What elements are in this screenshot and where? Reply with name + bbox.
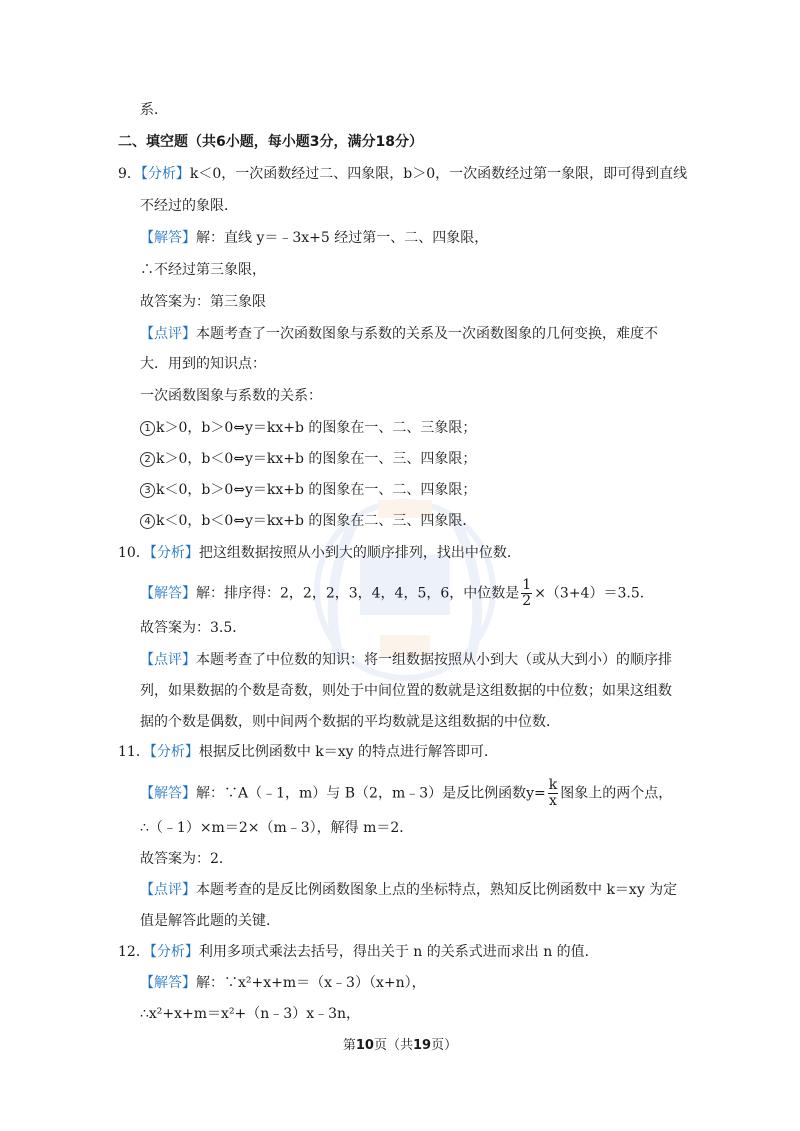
fraction: $\frac{k}{x}$ [548,777,558,809]
answer-tag: 【解答】 [140,975,196,991]
q11-answer-line3: 故答案为：2． [140,851,233,867]
analysis-tag: 【分析】 [149,744,199,760]
q9-item-4 [140,511,476,531]
q9-item-1 [140,418,476,438]
question-number: 11． [118,744,150,760]
answer-tag: 【解答】 [140,785,196,802]
item-text: k＜0，b＜0⇔y＝kx+b 的图象在二、三、四象限． [156,513,477,529]
question-number: 12． [118,944,150,960]
analysis-text: 利用多项式乘法去括号，得出关于 n 的关系式进而求出 n 的值． [198,944,599,960]
q12-answer [140,973,426,993]
analysis-text: 把这组数据按照从小到大的顺序排列，找出中位数． [198,545,521,561]
continuation-text: 系． [140,102,168,118]
q11-comment-line2: 值是解答此题的关键． [140,913,280,929]
analysis-tag: 【分析】 [140,166,190,182]
answer-tag: 【解答】 [140,585,196,602]
question-number: 9． [118,166,141,182]
circled-number: 1 [140,421,155,436]
section-header: 二、填空题（共6小题，每小题3分，满分18分） [118,134,423,150]
circled-number: 3 [140,483,155,498]
answer-text: 解：直线 y＝﹣3x+5 经过第一、二、四象限， [196,230,489,246]
footer-text: 第 [342,1038,356,1053]
q9-answer-line2: ∴不经过第三象限， [140,262,266,278]
circled-number: 2 [140,452,155,467]
footer-text: 页（共 [373,1038,413,1053]
q9-analysis [118,164,687,184]
footer-text: 页） [431,1038,458,1053]
item-text: k＜0，b＞0⇔y＝kx+b 的图象在一、二、四象限； [156,482,477,498]
answer-text-end: ×（3+4）＝3.5． [534,585,654,602]
fraction: $\frac{1}{2}$ [522,577,532,609]
q11-answer [140,778,672,809]
q10-comment [140,650,672,670]
q9-comment-line2: 大．用到的知识点： [140,356,266,372]
q11-answer-line2: ∴（﹣1）×m＝2×（m﹣3），解得 m＝2． [140,820,414,836]
answer-text: 解：∵x²+x+m＝（x﹣3）（x+n）， [196,975,426,991]
q10-answer [140,578,654,609]
analysis-text: 根据反比例函数中 k＝xy 的特点进行解答即可． [198,744,499,760]
q9-item-2 [140,449,476,469]
answer-text: 解：∵A（﹣1，m）与 B（2，m﹣3）是反比例函数 [196,785,527,802]
comment-text: 本题考查了中位数的知识：将一组数据按照从小到大（或从大到小）的顺序排 [196,652,672,668]
q9-answer-line3: 故答案为：第三象限 [140,294,266,310]
analysis-text: k＜0，一次函数经过二、四象限，b＞0，一次函数经过第一象限，即可得到直线 [189,166,688,182]
circled-number: 4 [140,514,155,529]
q10-comment-line3: 据的个数是偶数，则中间两个数据的平均数就是这组数据的中位数． [140,714,560,730]
item-text: k＞0，b＜0⇔y＝kx+b 的图象在一、三、四象限； [156,451,477,467]
comment-tag: 【点评】 [140,652,196,668]
q9-item-3 [140,480,476,500]
comment-text: 本题考查了一次函数图象与系数的关系及一次函数图象的几何变换，难度不 [196,326,658,342]
function-lead: y= [526,785,546,802]
answer-text: 解：排序得：2，2，2，3，4，4，5，6，中位数是 [196,585,520,602]
answer-tag: 【解答】 [140,230,196,246]
q9-answer [140,228,488,248]
q12-answer-line2: ∴x²+x+m＝x²+（n﹣3）x﹣3n， [140,1006,361,1022]
analysis-tag: 【分析】 [149,944,199,960]
comment-text: 本题考查的是反比例函数图象上点的坐标特点，熟知反比例函数中 k＝xy 为定 [196,882,678,898]
page-number: 10 [355,1038,374,1053]
item-text: k＞0，b＞0⇔y＝kx+b 的图象在一、二、三象限； [156,420,477,436]
q11-comment [140,880,677,900]
question-number: 10． [118,545,150,561]
q10-answer-line2: 故答案为：3.5． [140,620,247,636]
q12-analysis [118,942,599,962]
q11-analysis [118,742,498,762]
q9-analysis-cont: 不经过的象限． [140,198,238,214]
q9-comment-line3: 一次函数图象与系数的关系： [140,388,322,404]
q10-analysis [118,543,521,563]
total-pages: 19 [413,1038,432,1053]
comment-tag: 【点评】 [140,326,196,342]
comment-tag: 【点评】 [140,882,196,898]
q9-comment [140,324,658,344]
analysis-tag: 【分析】 [149,545,199,561]
page-footer [0,1034,800,1053]
q10-comment-line2: 列，如果数据的个数是奇数，则处于中间位置的数就是这组数据的中位数；如果这组数 [140,683,672,699]
answer-text-end: 图象上的两个点， [560,785,673,802]
